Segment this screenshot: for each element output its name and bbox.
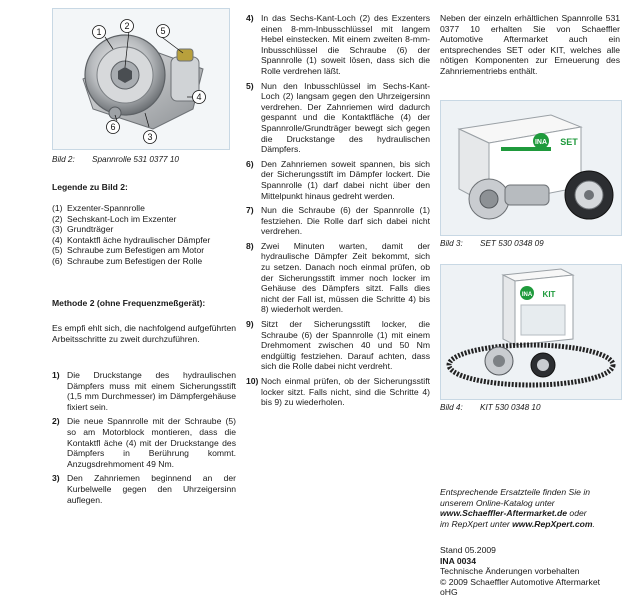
step-number: 6) xyxy=(246,158,254,169)
legend-item-text: Exzenter-Spannrolle xyxy=(67,203,145,213)
step-item xyxy=(246,376,430,408)
legend-item-num: (4) xyxy=(52,234,63,245)
step-number: 2) xyxy=(52,416,60,427)
schaeffler-aftermarket-link[interactable]: www.Schaeffler-Aftermarket.de xyxy=(440,508,568,519)
legend-item xyxy=(52,235,236,246)
step-text: Nun die Schraube (6) der Spannrolle (1) festziehen. Die Rolle darf sich dabei nicht verdrehen. xyxy=(261,205,430,237)
ina-code: INA 0034 xyxy=(440,555,476,566)
figure-4-caption-label: Bild 4: xyxy=(440,403,463,412)
legend-item-num: (3) xyxy=(52,224,63,235)
step-item xyxy=(246,241,430,315)
step-text: Zwei Minuten warten, damit der hydraulische Dämpfer Zeit bekommt, sich zu setzen. Danach noch einmal prüfen, ob der Sicherungsstift immer noch locker im Gehäuse des Dämpfers sitzt. Falls dies nicht der Fall ist, müssen die Schritte 4) bis 8) wiederholt werden. xyxy=(261,240,430,315)
step-number: 10) xyxy=(246,376,259,386)
catalog-note-line-4-text: im RepXpert unter xyxy=(440,518,513,529)
catalog-note-or: oder xyxy=(567,508,587,519)
ina-logo-text-kit: INA xyxy=(521,292,533,298)
legend-item xyxy=(52,214,236,225)
step-text: Die neue Spannrolle mit der Schraube (5) so am Motorblock montieren, dass die Kontaktfl äche (4) mit der Druckstange des Dämpfers in Berührung kommt. Anzugsdrehmoment 49 Nm. xyxy=(67,416,236,469)
method-intro: Es empfi ehlt sich, die nachfolgend aufgeführten Arbeitsschritte zu zweit durchzuführen. xyxy=(52,323,236,344)
legend-item-num: (5) xyxy=(52,245,63,256)
figure-4-photo xyxy=(440,264,622,400)
steps-list-part1 xyxy=(52,370,236,509)
step-text: Den Zahnriemen beginnend an der Kurbelwelle gegen den Uhrzeigersinn auflegen. xyxy=(67,473,236,505)
method-title: Methode 2 (ohne Frequenzmeßgerät): xyxy=(52,298,206,308)
tensioner-pulley-illustration xyxy=(53,9,229,149)
callout-4-label: 4 xyxy=(196,92,202,102)
step-number: 4) xyxy=(246,13,254,23)
catalog-note-end: . xyxy=(592,518,595,529)
steps-list-part2 xyxy=(246,13,430,412)
figure-4-caption xyxy=(440,403,620,414)
copyright: © 2009 Schaeffler Automotive Aftermarket oHG xyxy=(440,576,600,598)
step-item xyxy=(246,159,430,201)
step-item xyxy=(52,370,236,412)
figure-3-caption-label: Bild 3: xyxy=(440,239,463,248)
legend-item-num: (2) xyxy=(52,213,63,224)
legend-item xyxy=(52,245,236,256)
step-item xyxy=(246,319,430,372)
legend-item-text: Grundträger xyxy=(67,224,114,235)
legend-item-text: Schraube zum Befestigen der Rolle xyxy=(67,255,203,266)
step-item xyxy=(246,81,430,155)
step-text: Die Druckstange des hydraulischen Dämpfers muss mit einem Sicherungsstift (1,5 mm Durchmesser) im Dämpfergehäuse fixiert sein. xyxy=(67,370,236,412)
figure-4-caption-text: KIT 530 0348 10 xyxy=(480,403,541,412)
step-text: Nun den Inbusschlüssel im Sechs-Kant-Loch (2) langsam gegen den Uhrzeigersinn verdrehen. Der Zahnriemen wird dadurch gespannt und die Kontaktfläche (4) der Spannrolle/Grundträger bewegt sich gegen die Druckstange des hydraulischen Dämpfers. xyxy=(261,80,430,155)
figure-3-caption xyxy=(440,239,620,250)
callout-2-label: 2 xyxy=(124,21,130,31)
callout-5-label: 5 xyxy=(160,26,166,36)
kit-product-illustration xyxy=(441,265,621,399)
callout-6-label: 6 xyxy=(110,122,116,132)
document-footer xyxy=(440,545,620,598)
step-text: Sitzt der Sicherungsstift locker, die Schraube (6) der Spannrolle (1) mit einem Drehmoment zwischen 40 und 50 Nm endgültig festziehen. Darauf achten, dass sich die Rolle dabei nicht verdreht. xyxy=(261,319,430,372)
legend-item-num: (6) xyxy=(52,255,63,266)
legend-item-text: Sechskant-Loch im Exzenter xyxy=(67,213,177,224)
kit-label: KIT xyxy=(542,290,556,299)
step-item xyxy=(246,205,430,237)
step-number: 7) xyxy=(246,205,254,216)
callout-1-label: 1 xyxy=(96,27,102,37)
step-item xyxy=(52,416,236,469)
legend-item-num: (1) xyxy=(52,203,63,213)
step-item xyxy=(52,473,236,505)
set-product-illustration xyxy=(441,101,621,235)
legend-item-text: Kontaktfl äche hydraulischer Dämpfer xyxy=(67,234,211,245)
step-text: Den Zahnriemen soweit spannen, bis sich der Sicherungsstift im Dämpfer lockert. Die Spannrolle (1) darf dabei nicht über den Mittelpunkt hinaus gedreht werden. xyxy=(261,158,430,201)
callout-3-label: 3 xyxy=(147,132,153,142)
set-label: SET xyxy=(560,137,578,147)
disclaimer: Technische Änderungen vorbehalten xyxy=(440,566,580,577)
legend-title: Legende zu Bild 2: xyxy=(52,182,128,192)
catalog-note-line-4 xyxy=(440,519,620,530)
ina-logo-text-set: INA xyxy=(534,139,548,146)
figure-2-caption xyxy=(52,155,236,166)
catalog-note-line-1: Entsprechende Ersatzteile finden Sie in xyxy=(440,487,591,497)
legend-item xyxy=(52,203,236,214)
figure-2-caption-text: Spannrolle 531 0377 10 xyxy=(92,155,179,164)
repxpert-link[interactable]: www.RepXpert.com xyxy=(512,518,593,529)
figure-2-caption-label: Bild 2: xyxy=(52,155,75,164)
legend-item xyxy=(52,224,236,235)
figure-3-photo xyxy=(440,100,622,236)
step-number: 9) xyxy=(246,319,254,330)
step-number: 5) xyxy=(246,80,254,91)
catalog-note-line-3 xyxy=(440,508,620,519)
catalog-note xyxy=(440,487,620,529)
step-text: Noch einmal prüfen, ob der Sicherungsstift locker sitzt. Falls nicht, sind die Schritte 4) bis 9) zu wiederholen. xyxy=(261,376,430,408)
legend-item xyxy=(52,256,236,267)
step-number: 3) xyxy=(52,473,60,484)
step-number: 1) xyxy=(52,370,60,380)
step-text: In das Sechs-Kant-Loch (2) des Exzenters einen 8-mm-Inbusschlüssel mit langem Hebel einstecken. Mit einem zweiten 8-mm-Inbusschlüssel die Schraube (6) der Spannrolle (1) soweit lösen, dass sich die Rolle verdrehen läßt. xyxy=(261,13,430,76)
step-item xyxy=(246,13,430,77)
column3-intro: Neben der einzeln erhältlichen Spannrolle 531 0377 10 erhalten Sie von Schaeffler Automotive Aftermarket auch ein entsprechendes SET oder KIT, welches alle nötigen Komponenten zur Erneuerung des Zahnriementriebs enthält. xyxy=(440,13,620,76)
legend-list xyxy=(52,203,236,267)
figure-3-caption-text: SET 530 0348 09 xyxy=(480,239,544,248)
step-number: 8) xyxy=(246,240,254,251)
stand-date: Stand 05.2009 xyxy=(440,545,496,555)
legend-item-text: Schraube zum Befestigen am Motor xyxy=(67,245,205,256)
catalog-note-line-2: unserem Online-Katalog unter xyxy=(440,497,555,508)
figure-2-photo xyxy=(52,8,230,150)
